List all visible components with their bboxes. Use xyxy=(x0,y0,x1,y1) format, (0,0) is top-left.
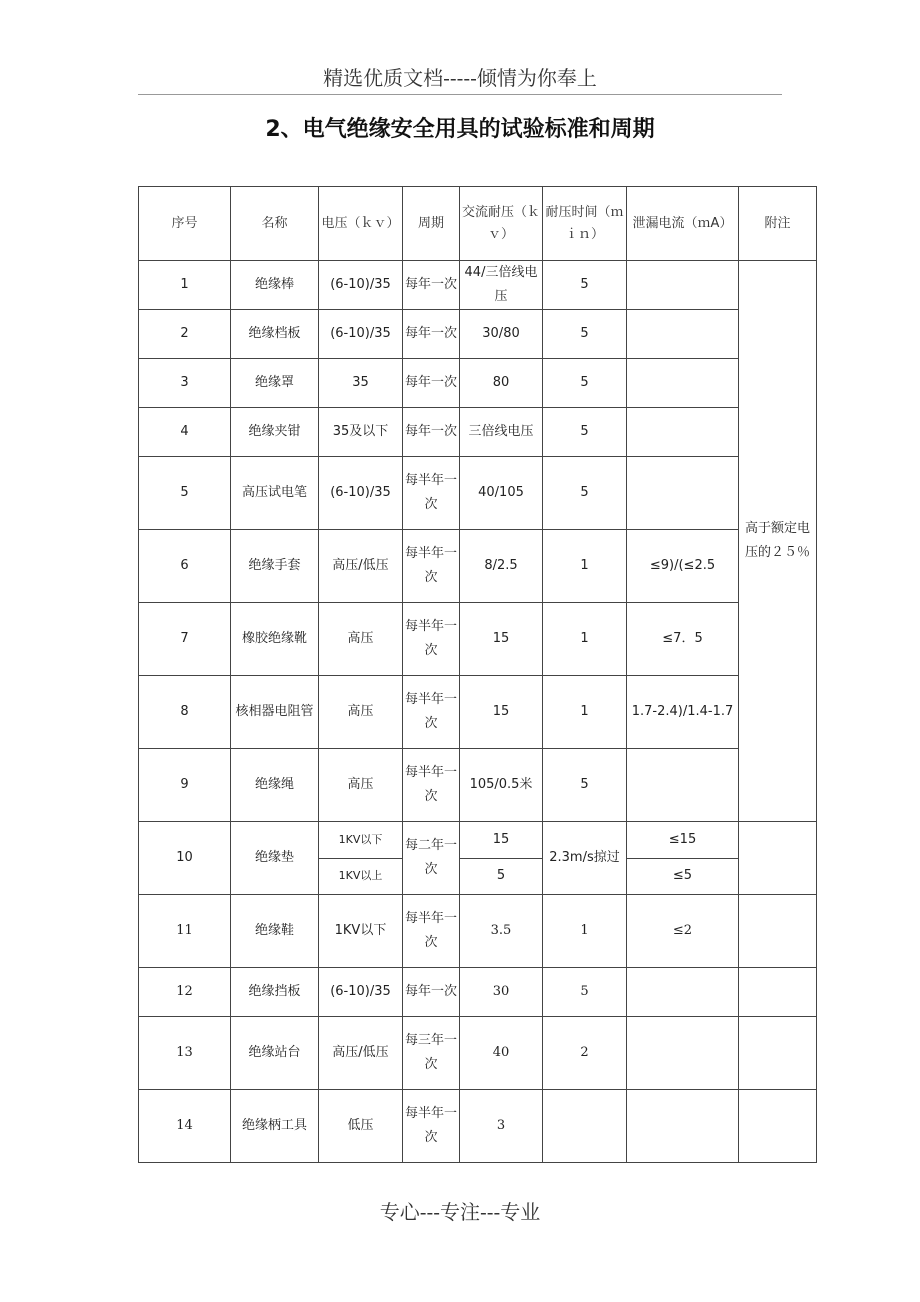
cell-note-empty xyxy=(739,1017,817,1090)
cell-duration: 5 xyxy=(543,457,627,530)
cell-voltage: 35 xyxy=(319,359,403,408)
table-row xyxy=(139,359,817,408)
page-title: 2、电气绝缘安全用具的试验标准和周期 xyxy=(265,117,655,142)
cell-name: 绝缘挡板 xyxy=(231,968,319,1017)
cell-note-empty xyxy=(739,968,817,1017)
cell-seq: 7 xyxy=(139,603,231,676)
cell-duration: 5 xyxy=(543,968,627,1017)
cell-duration xyxy=(543,1090,627,1163)
cell-voltage: 1KV以下 xyxy=(319,895,403,968)
cell-note-empty xyxy=(739,895,817,968)
cell-period: 每半年一次 xyxy=(403,530,460,603)
cell-ac-withstand: 40 xyxy=(460,1017,543,1090)
cell-period: 每年一次 xyxy=(403,261,460,310)
table-row xyxy=(139,895,817,968)
cell-name: 绝缘罩 xyxy=(231,359,319,408)
cell-ac-withstand-b: 5 xyxy=(460,858,542,895)
cell-voltage: 高压/低压 xyxy=(319,1017,403,1090)
cell-period: 每半年一次 xyxy=(403,457,460,530)
cell-ac-withstand: 80 xyxy=(460,359,543,408)
cell-seq: 14 xyxy=(139,1090,231,1163)
cell-duration: 1 xyxy=(543,676,627,749)
cell-voltage: 高压/低压 xyxy=(319,530,403,603)
cell-name: 绝缘夹钳 xyxy=(231,408,319,457)
cell-seq: 4 xyxy=(139,408,231,457)
cell-leakage xyxy=(627,1090,739,1163)
table-row xyxy=(139,310,817,359)
cell-name: 绝缘鞋 xyxy=(231,895,319,968)
cell-seq: 3 xyxy=(139,359,231,408)
cell-duration: 5 xyxy=(543,359,627,408)
cell-name: 绝缘站台 xyxy=(231,1017,319,1090)
cell-period: 每半年一次 xyxy=(403,749,460,822)
cell-name: 绝缘手套 xyxy=(231,530,319,603)
cell-ac-withstand: 105/0.5米 xyxy=(460,749,543,822)
cell-name: 高压试电笔 xyxy=(231,457,319,530)
cell-voltage: 低压 xyxy=(319,1090,403,1163)
page-footer: 专心---专注---专业 xyxy=(379,1200,541,1224)
cell-ac-withstand-a: 15 xyxy=(492,831,510,847)
cell-leakage xyxy=(627,408,739,457)
cell-voltage: 高压 xyxy=(319,603,403,676)
cell-seq: 9 xyxy=(139,749,231,822)
cell-voltage-b: 1KV以上 xyxy=(319,858,402,895)
cell-duration: 5 xyxy=(543,408,627,457)
cell-note-empty xyxy=(739,822,817,895)
cell-name: 绝缘档板 xyxy=(231,310,319,359)
cell-name: 橡胶绝缘靴 xyxy=(231,603,319,676)
cell-ac-withstand: 40/105 xyxy=(460,457,543,530)
column-header-leakage: 泄漏电流（ｍA） xyxy=(627,187,739,261)
column-header-name: 名称 xyxy=(231,187,319,261)
cell-duration: 5 xyxy=(543,749,627,822)
cell-leakage xyxy=(627,310,739,359)
cell-period: 每年一次 xyxy=(403,310,460,359)
cell-ac-withstand: 30/80 xyxy=(460,310,543,359)
table-row xyxy=(139,408,817,457)
cell-ac-withstand: 15 xyxy=(460,603,543,676)
table-row xyxy=(139,822,817,895)
cell-leakage-a: ≤15 xyxy=(668,831,697,847)
column-header-seq: 序号 xyxy=(139,187,231,261)
cell-name: 绝缘绳 xyxy=(231,749,319,822)
cell-period: 每二年一次 xyxy=(403,822,460,895)
table-row xyxy=(139,261,817,310)
table-row xyxy=(139,1090,817,1163)
table-row xyxy=(139,457,817,530)
cell-seq: 10 xyxy=(139,822,231,895)
cell-leakage xyxy=(627,359,739,408)
cell-leakage-split xyxy=(627,822,739,895)
column-header-period: 周期 xyxy=(403,187,460,261)
cell-voltage: (6-10)/35 xyxy=(319,968,403,1017)
cell-ac-withstand: 8/2.5 xyxy=(460,530,543,603)
cell-period: 每年一次 xyxy=(403,408,460,457)
cell-name: 核相器电阻管 xyxy=(231,676,319,749)
column-header-duration: 耐压时间（ｍｉｎ） xyxy=(543,187,627,261)
table-row xyxy=(139,676,817,749)
cell-voltage: 高压 xyxy=(319,749,403,822)
table-row xyxy=(139,530,817,603)
cell-period: 每半年一次 xyxy=(403,895,460,968)
cell-leakage xyxy=(627,1017,739,1090)
cell-name: 绝缘垫 xyxy=(231,822,319,895)
column-header-note: 附注 xyxy=(739,187,817,261)
cell-period: 每半年一次 xyxy=(403,603,460,676)
test-standard-table xyxy=(138,186,817,1163)
column-header-voltage: 电压（ｋｖ） xyxy=(319,187,403,261)
cell-note-empty xyxy=(739,1090,817,1163)
cell-seq: 5 xyxy=(139,457,231,530)
cell-ac-withstand: 三倍线电压 xyxy=(460,408,543,457)
cell-seq: 6 xyxy=(139,530,231,603)
cell-leakage: ≤2 xyxy=(627,895,739,968)
column-header-ac-withstand: 交流耐压（ｋｖ） xyxy=(460,187,543,261)
cell-leakage: ≤7．5 xyxy=(627,603,739,676)
cell-name: 绝缘柄工具 xyxy=(231,1090,319,1163)
cell-seq: 8 xyxy=(139,676,231,749)
cell-period: 每半年一次 xyxy=(403,676,460,749)
cell-voltage: (6-10)/35 xyxy=(319,261,403,310)
cell-ac-withstand: 30 xyxy=(460,968,543,1017)
cell-voltage: 35及以下 xyxy=(319,408,403,457)
cell-duration: 1 xyxy=(543,603,627,676)
cell-duration: 1 xyxy=(543,895,627,968)
cell-leakage: ≤9)/(≤2.5 xyxy=(627,530,739,603)
header-divider xyxy=(138,94,782,95)
cell-leakage xyxy=(627,261,739,310)
cell-voltage-split xyxy=(319,822,403,895)
cell-duration: 5 xyxy=(543,310,627,359)
cell-duration: 1 xyxy=(543,530,627,603)
cell-seq: 12 xyxy=(139,968,231,1017)
cell-note: 高于额定电压的２５％ xyxy=(739,261,817,822)
page-header: 精选优质文档-----倾情为你奉上 xyxy=(323,66,597,90)
cell-period: 每年一次 xyxy=(403,968,460,1017)
cell-period: 每年一次 xyxy=(403,359,460,408)
cell-seq: 13 xyxy=(139,1017,231,1090)
cell-voltage-a: 1KV以下 xyxy=(338,832,383,846)
cell-ac-withstand: 3 xyxy=(460,1090,543,1163)
cell-duration: 5 xyxy=(543,261,627,310)
cell-name: 绝缘棒 xyxy=(231,261,319,310)
cell-ac-withstand: 44/三倍线电压 xyxy=(460,261,543,310)
table-row xyxy=(139,968,817,1017)
cell-leakage: 1.7-2.4)/1.4-1.7 xyxy=(627,676,739,749)
cell-ac-withstand: 3.5 xyxy=(460,895,543,968)
cell-leakage xyxy=(627,968,739,1017)
cell-voltage: 高压 xyxy=(319,676,403,749)
table-row xyxy=(139,749,817,822)
cell-voltage: (6-10)/35 xyxy=(319,457,403,530)
cell-leakage-b: ≤5 xyxy=(627,858,738,895)
cell-duration: 2 xyxy=(543,1017,627,1090)
cell-ac-withstand: 15 xyxy=(460,676,543,749)
cell-seq: 2 xyxy=(139,310,231,359)
cell-seq: 1 xyxy=(139,261,231,310)
cell-ac-withstand-split xyxy=(460,822,543,895)
table-row xyxy=(139,1017,817,1090)
cell-period: 每半年一次 xyxy=(403,1090,460,1163)
cell-leakage xyxy=(627,749,739,822)
cell-voltage: (6-10)/35 xyxy=(319,310,403,359)
cell-leakage xyxy=(627,457,739,530)
cell-duration: 2.3m/s掠过 xyxy=(543,822,627,895)
table-row xyxy=(139,603,817,676)
cell-period: 每三年一次 xyxy=(403,1017,460,1090)
table-header-row xyxy=(139,187,817,261)
cell-seq: 11 xyxy=(139,895,231,968)
